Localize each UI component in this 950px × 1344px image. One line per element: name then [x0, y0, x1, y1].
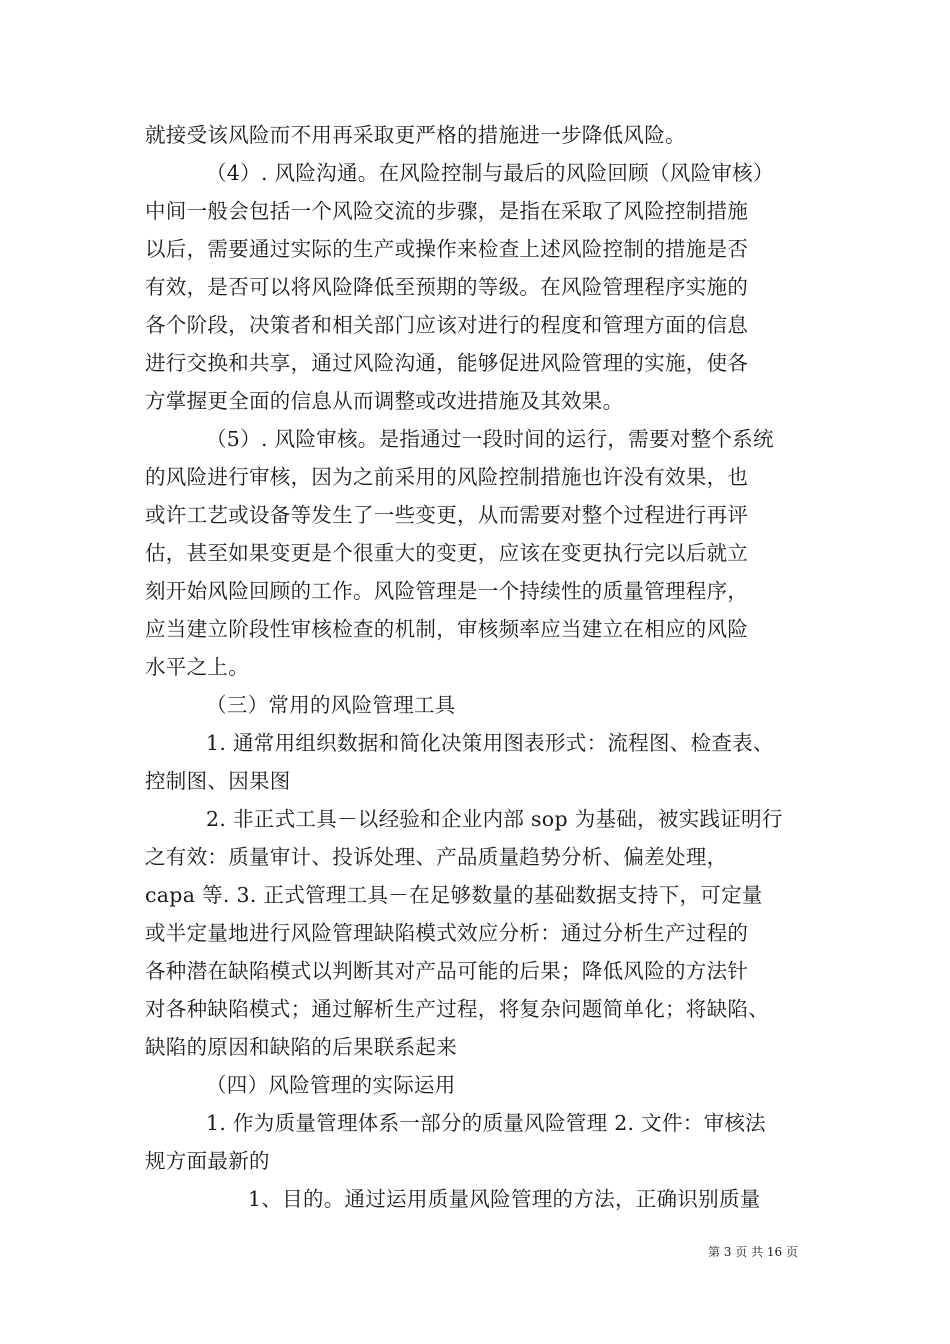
text-line-6: 各个阶段，决策者和相关部门应该对进行的程度和管理方面的信息: [145, 313, 749, 337]
text-line-11: 或许工艺或设备等发生了一些变更，从而需要对整个过程进行再评: [145, 503, 749, 527]
text-line-24: 对各种缺陷模式；通过解析生产过程，将复杂问题简单化；将缺陷、: [145, 997, 769, 1021]
text-line-20: 之有效：质量审计、投诉处理、产品质量趋势分析、偏差处理，: [145, 845, 728, 869]
text-line-25: 缺陷的原因和缺陷的后果联系起来: [145, 1035, 457, 1059]
text-line-2: （4）. 风险沟通。在风险控制与最后的风险回顾（风险审核）: [206, 161, 774, 185]
section-heading-3: （三）常用的风险管理工具: [206, 693, 456, 717]
text-line-29: 1、目的。通过运用质量风险管理的方法，正确识别质量: [248, 1187, 761, 1211]
text-line-13: 刻开始风险回顾的工作。风险管理是一个持续性的质量管理程序，: [145, 579, 749, 603]
text-line-4: 以后，需要通过实际的生产或操作来检查上述风险控制的措施是否: [145, 237, 749, 261]
text-line-9: （5）. 风险审核。是指通过一段时间的运行，需要对整个系统: [206, 427, 774, 451]
text-line-3: 中间一般会包括一个风险交流的步骤，是指在采取了风险控制措施: [145, 199, 749, 223]
page-number: 第 3 页 共 16 页: [708, 1245, 798, 1259]
text-line-22: 或半定量地进行风险管理缺陷模式效应分析：通过分析生产过程的: [145, 921, 749, 945]
text-line-15: 水平之上。: [145, 655, 249, 679]
text-line-7: 进行交换和共享，通过风险沟通，能够促进风险管理的实施，使各: [145, 351, 749, 375]
text-line-10: 的风险进行审核，因为之前采用的风险控制措施也许没有效果，也: [145, 465, 749, 489]
text-line-12: 估，甚至如果变更是个很重大的变更，应该在变更执行完以后就立: [145, 541, 749, 565]
text-line-14: 应当建立阶段性审核检查的机制，审核频率应当建立在相应的风险: [145, 617, 749, 641]
text-line-21: capa 等. 3. 正式管理工具－在足够数量的基础数据支持下，可定量: [145, 883, 763, 907]
text-line-8: 方掌握更全面的信息从而调整或改进措施及其效果。: [145, 389, 624, 413]
text-line-28: 规方面最新的: [145, 1149, 270, 1173]
text-line-5: 有效，是否可以将风险降低至预期的等级。在风险管理程序实施的: [145, 275, 749, 299]
text-line-19: 2. 非正式工具－以经验和企业内部 sop 为基础，被实践证明行: [206, 807, 783, 831]
section-heading-4: （四）风险管理的实际运用: [206, 1073, 456, 1097]
text-line-27: 1. 作为质量管理体系一部分的质量风险管理 2. 文件：审核法: [206, 1111, 766, 1135]
text-line-18: 控制图、因果图: [145, 769, 291, 793]
text-line-23: 各种潜在缺陷模式以判断其对产品可能的后果；降低风险的方法针: [145, 959, 749, 983]
text-line-17: 1. 通常用组织数据和简化决策用图表形式：流程图、检查表、: [206, 731, 774, 755]
text-line-1: 就接受该风险而不用再采取更严格的措施进一步降低风险。: [145, 123, 686, 147]
